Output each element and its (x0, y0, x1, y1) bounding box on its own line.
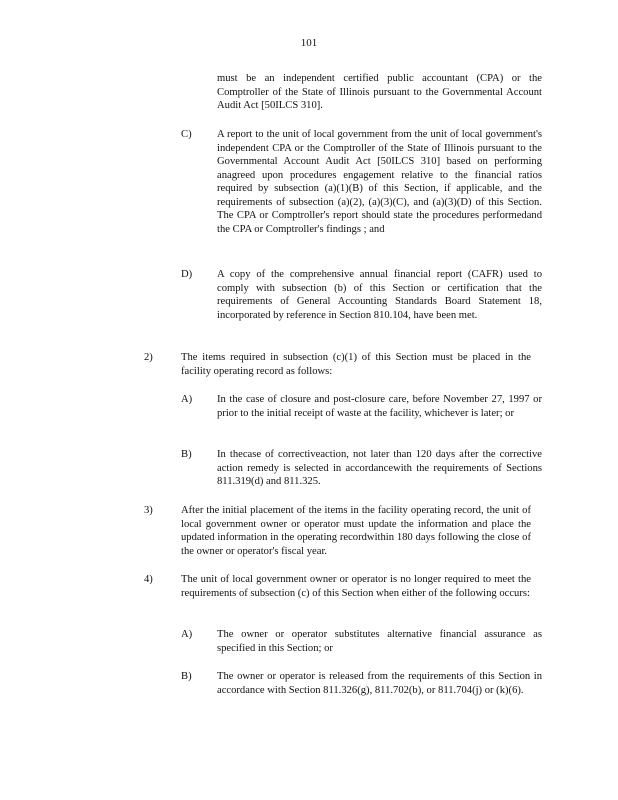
item-text-2a: In the case of closure and post-closure care, before November 27, 1997 or prior to the initial receipt of waste at the facility, whichever is later; or (217, 394, 542, 419)
item-marker-c: C) (181, 129, 192, 140)
item-text-4: The unit of local government owner or operator is no longer required to meet the requirements of subsection (c) of this Section when either of the following occurs: (181, 574, 531, 599)
item-marker-2b: B) (181, 449, 192, 460)
item-marker-4b: B) (181, 671, 192, 682)
item-marker-4: 4) (144, 574, 153, 585)
item-text-4a: The owner or operator substitutes alternative financial assurance as specified in this Section; or (217, 629, 542, 654)
item-marker-3: 3) (144, 505, 153, 516)
item-text-2b: In thecase of correctiveaction, not later than 120 days after the corrective action remedy is selected in accordancewith the requirements of Sections 811.319(d) and 811.325. (217, 449, 542, 487)
page-number: 101 (300, 37, 318, 49)
item-marker-d: D) (181, 269, 193, 280)
item-marker-2: 2) (144, 352, 153, 363)
item-text-c: A report to the unit of local government from the unit of local government's independent CPA or the Comptroller of the State of Illinois pursuant to the Governmental Account Audit Act [50ILCS 310] based on performing anagreed upon procedures engagement relative to the financial ratios required by subsection (a)(1)(B) of this Section, if applicable, and the requirements of subsection (a)(2), (a)(3)(C), and (a)(3)(D) of this Section. The CPA or Comptroller's report should state the procedures performedand the CPA or Comptroller's findings ; and (217, 129, 542, 235)
item-text-2: The items required in subsection (c)(1) of this Section must be placed in the facility operating record as follows: (181, 352, 531, 377)
continuation-paragraph: must be an independent certified public accountant (CPA) or the Comptroller of the State of Illinois pursuant to the Governmental Account Audit Act [50ILCS 310]. (217, 73, 542, 111)
item-marker-4a: A) (181, 629, 193, 640)
item-text-d: A copy of the comprehensive annual financial report (CAFR) used to comply with subsection (b) of this Section or certification that the requirements of General Accounting Standards Board Statement 18, incorporated by reference in Section 810.104, have been met. (217, 269, 542, 321)
item-text-3: After the initial placement of the items in the facility operating record, the unit of local government owner or operator must update the information and place the updated information in the operating recordwithin 180 days following the close of the owner or operator's fiscal year. (181, 505, 531, 557)
item-marker-2a: A) (181, 394, 193, 405)
item-text-4b: The owner or operator is released from the requirements of this Section in accordance with Section 811.326(g), 811.702(b), or 811.704(j) or (k)(6). (217, 671, 542, 696)
